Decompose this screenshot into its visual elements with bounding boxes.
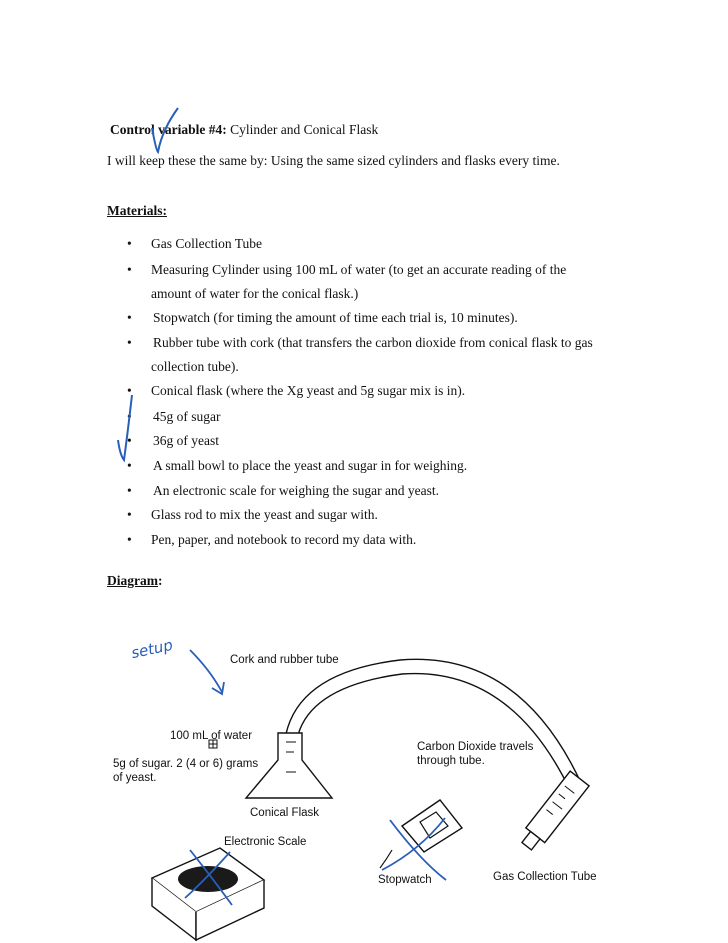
label-stopwatch: Stopwatch [378, 874, 432, 886]
label-electronic-scale: Electronic Scale [224, 836, 307, 848]
label-sugar-line2: of yeast. [113, 772, 157, 784]
annotation-arrow-icon [190, 650, 222, 692]
label-cork-rubber-tube: Cork and rubber tube [230, 654, 339, 666]
diagram-heading-colon: : [158, 573, 163, 588]
bullet: • [127, 507, 132, 522]
materials-item: Pen, paper, and notebook to record my data with. [151, 532, 417, 547]
check-mark-icon [152, 108, 178, 152]
bullet: • [127, 236, 132, 251]
label-conical-flask: Conical Flask [250, 807, 320, 819]
bullet: • [127, 335, 132, 350]
bullet: • [127, 310, 132, 325]
rubber-tube-inner [298, 674, 570, 790]
setup-annotation: setup [129, 635, 175, 663]
bullet: • [127, 483, 132, 498]
label-co2-line1: Carbon Dioxide travels [417, 741, 534, 753]
check-mark-icon [118, 395, 132, 460]
materials-item: Glass rod to mix the yeast and sugar with. [151, 507, 378, 522]
materials-item: An electronic scale for weighing the sugar and yeast. [153, 483, 440, 498]
materials-item: Stopwatch (for timing the amount of time each trial is, 10 minutes). [153, 310, 518, 325]
materials-item: 36g of yeast [153, 433, 219, 448]
materials-item: Gas Collection Tube [151, 236, 263, 251]
materials-heading: Materials: [107, 203, 167, 218]
conical-flask-icon [246, 733, 332, 798]
materials-item: A small bowl to place the yeast and sugar in for weighing. [153, 458, 468, 473]
stopwatch-icon [380, 800, 462, 880]
same-by-sentence: I will keep these the same by: Using the same sized cylinders and flasks every time. [107, 153, 560, 168]
electronic-scale-icon [152, 848, 264, 940]
materials-item: Measuring Cylinder using 100 mL of water (to get an accurate reading of the [151, 262, 567, 277]
materials-item-continuation: amount of water for the conical flask.) [151, 286, 359, 301]
label-water: 100 mL of water [170, 730, 253, 742]
label-sugar-line1: 5g of sugar. 2 (4 or 6) grams [113, 758, 259, 770]
materials-item: Rubber tube with cork (that transfers the carbon dioxide from conical flask to gas [153, 335, 593, 350]
label-gas-collection-tube: Gas Collection Tube [493, 871, 597, 883]
diagram-heading: Diagram [107, 573, 158, 588]
materials-item: 45g of sugar [153, 409, 221, 424]
bullet: • [127, 383, 132, 398]
materials-item: Conical flask (where the Xg yeast and 5g sugar mix is in). [151, 383, 466, 398]
bullet: • [127, 262, 132, 277]
bullet: • [127, 433, 132, 448]
gas-collection-tube-icon [517, 771, 589, 854]
bullet: • [127, 532, 132, 547]
bullet: • [127, 458, 132, 473]
label-co2-line2: through tube. [417, 755, 485, 767]
control-variable-value: Cylinder and Conical Flask [226, 122, 379, 137]
control-variable-label: Control variable #4: [110, 122, 227, 137]
materials-item-continuation: collection tube). [151, 359, 239, 374]
bullet: • [127, 409, 132, 424]
